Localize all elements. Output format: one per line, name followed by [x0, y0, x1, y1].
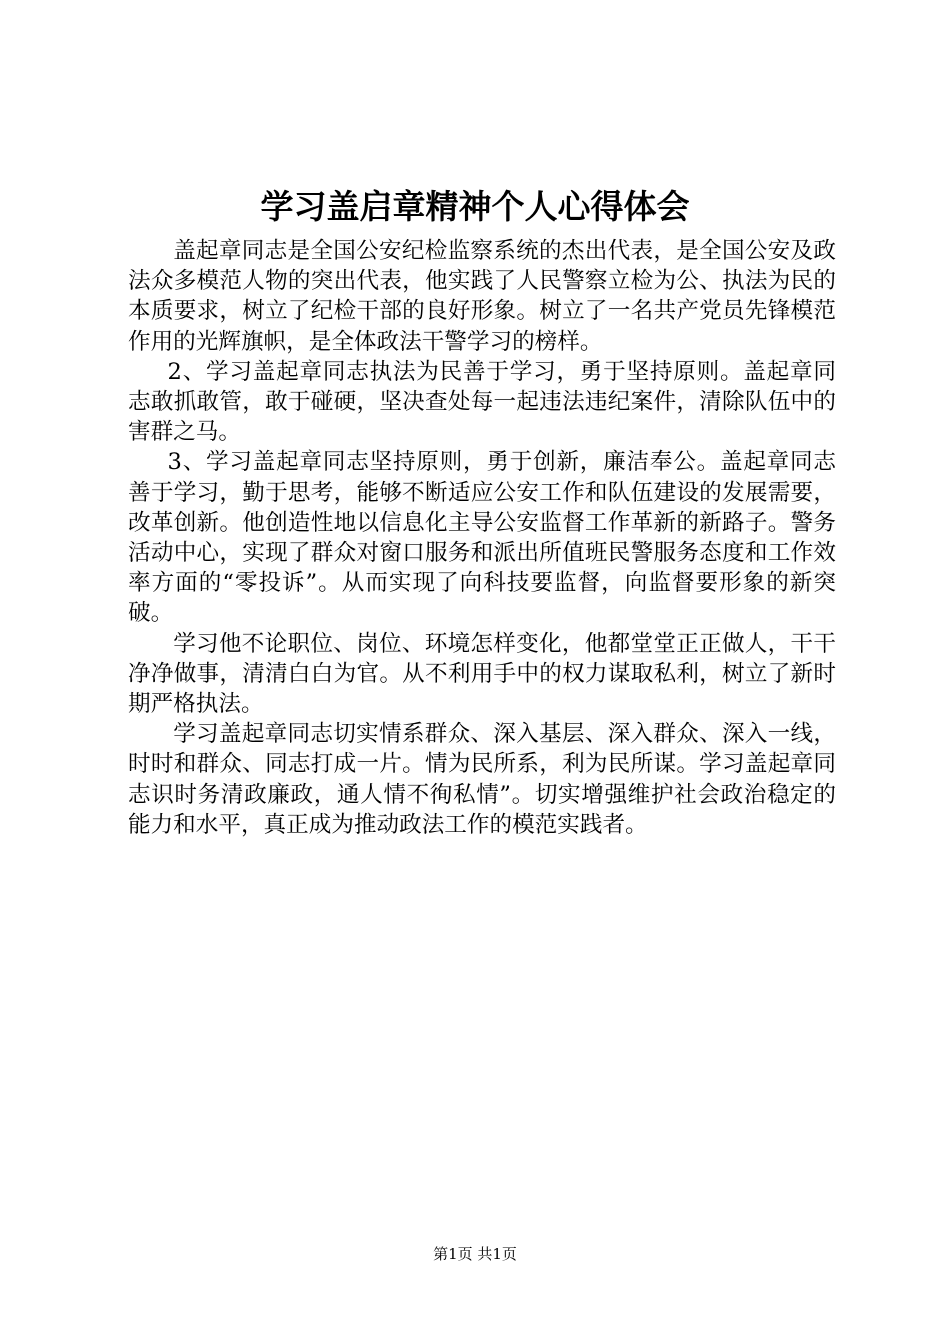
paragraph-conclusion: 学习盖起章同志切实情系群众、深入基层、深入群众、深入一线，时时和群众、同志打成一片。情为民所系，利为民所谋。学习盖起章同志识时务清政廉政，通人情不徇私情”。切实增强维护社会政治稳定的能力和水平，真正成为推动政法工作的模范实践者。 — [128, 721, 836, 838]
document-body — [128, 236, 836, 840]
paragraph-point-3: 3、学习盖起章同志坚持原则，勇于创新，廉洁奉公。盖起章同志善于学习，勤于思考，能够不断适应公安工作和队伍建设的发展需要，改革创新。他创造性地以信息化主导公安监督工作革新的新路子。警务活动中心，实现了群众对窗口服务和派出所值班民警服务态度和工作效率方面的“零投诉”。从而实现了向科技要监督，向监督要形象的新突破。 — [128, 449, 836, 627]
paragraph-point-2: 2、学习盖起章同志执法为民善于学习，勇于坚持原则。盖起章同志敢抓敢管，敢于碰硬，坚决查处每一起违法违纪案件，清除队伍中的害群之马。 — [128, 358, 836, 446]
paragraph-conduct: 学习他不论职位、岗位、环境怎样变化，他都堂堂正正做人，干干净净做事，清清白白为官。从不利用手中的权力谋取私利，树立了新时期严格执法。 — [128, 630, 836, 718]
page-footer: 第1页 共1页 — [433, 1245, 517, 1263]
document-title: 学习盖启章精神个人心得体会 — [260, 187, 690, 226]
paragraph-intro: 盖起章同志是全国公安纪检监察系统的杰出代表，是全国公安及政法众多模范人物的突出代表，他实践了人民警察立检为公、执法为民的本质要求，树立了纪检干部的良好形象。树立了一名共产党员先锋模范作用的光辉旗帜，是全体政法干警学习的榜样。 — [128, 238, 836, 355]
